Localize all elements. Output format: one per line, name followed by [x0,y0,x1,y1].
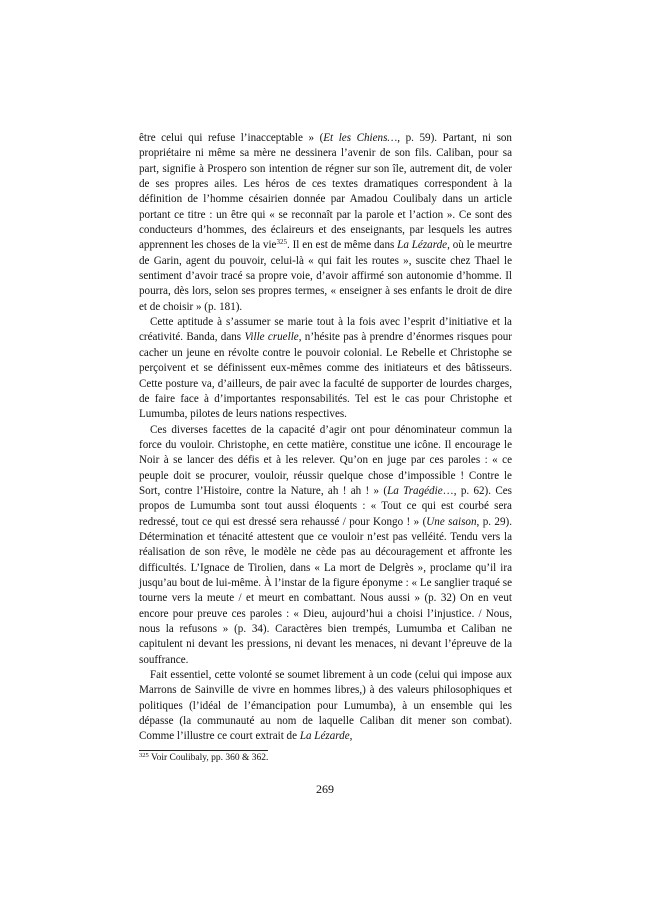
text-run: , où le meurtre de Garin, agent du pouvoir, celui-là « qui fait les routes », suscite chez Thael le sentiment d’avoir tracé sa propre voie, d’avoir affirmé son autonomie d’homme. Il pourra, dès lors, selon ses propres termes, « enseigner à ses enfants le droit de dire et de choisir » (p. 181). [139,239,512,313]
text-run: …, p. 62). Ces propos de Lumumba sont tout aussi éloquents : « Tout ce qui est courbé sera redressé, tout ce qui est dressé sera rehaussé / pour Kongo ! » ( [139,484,512,528]
text-run: , p. 59). Partant, ni son propriétaire ni même sa mère ne dessinera l’avenir de son fils. Caliban, pour sa part, signifie à Prospero son intention de régner sur son île, autrement dit, de voler de ses propres ailes. Les héros de ces textes dramatiques correspondent à la définition de l’homme césairien donnée par Amadou Coulibaly dans un article portant ce titre : un être qui « se reconnaît par la parole et l’action ». Ce sont des conducteurs d’hommes, des éclaireurs et des enseignants, par lesquels les autres apprennent les choses de la vie [139,132,512,252]
paragraph-4 [139,668,512,745]
text-run: Cette aptitude à s’assumer se marie tout à la fois avec l’esprit d’initiative et la créativité. Banda, dans [139,316,512,344]
footnote [139,752,512,764]
text-run: être celui qui refuse l’inacceptable » ( [139,132,324,144]
page-number: 269 [316,782,334,796]
italic-title: Une saison [426,515,477,528]
text-run: Fait essentiel, cette volonté se soumet librement à un code (celui qui impose aux Marrons de Sainville de vivre en hommes libres,) à des valeurs philosophiques et politiques (l’idéal de l’émancipation pour Lumumba), à un ensemble qui les dépasse (la communauté au nom de laquelle Caliban dit mener son combat). Comme l’illustre ce court extrait de [139,669,512,743]
italic-title: La Lézarde [299,730,350,743]
text-run: , [349,730,353,743]
text-run: Ces diverses facettes de la capacité d’agir ont pour dénominateur commun la force du vouloir. Christophe, en cette matière, constitue une icône. Il encourage le Noir à se lancer des défis et à les relever. Qu’on en juge par ces paroles : « ce peuple doit se procurer, vouloir, réussir quelque chose d’impossible ! Contre le Sort, contre l’Histoire, contre la Nature, ah ! ah ! » ( [139,423,512,497]
paragraph-2 [139,315,512,422]
footnote-ref: 325 [276,238,287,247]
footnote-number: 325 [139,752,149,759]
footnote-separator [139,750,268,751]
text-run: . Il en est de même dans [286,239,398,252]
body-text [139,131,512,745]
italic-title: Et les Chiens… [323,132,398,144]
text-run: , p. 29). Détermination et ténacité attestent que ce vouloir n’est pas velléité. Tendu vers la réalisation de son rêve, le modèle ne cède pas au découragement et affronte les difficultés. L’Ignace de Tirolien, dans « La mort de Delgrès », proclame qu’il ira jusqu’au bout de lui-même. À l’instar de la figure éponyme : « Le sanglier traqué se tourne vers la meute / et meurt en combattant. Nous aussi » (p. 32) On en veut encore pour preuve ces paroles : « Dieu, aujourd’hui a choisi l’injustice. / Nous, nous la refusons » (p. 34). Caractères bien trempés, Lumumba et Caliban ne capitulent ni devant les pressions, ni devant les menaces, ni devant l’épreuve de la souffrance. [139,515,512,666]
paragraph-1 [139,131,512,315]
italic-title: La Lézarde [397,239,448,252]
italic-title: Ville cruelle [244,331,299,344]
text-run: , n’hésite pas à prendre d’énormes risques pour cacher un jeune en révolte contre le pouvoir colonial. Le Rebelle et Christophe se perçoivent et se définissent eux-mêmes comme des initiateurs et des bâtisseurs. Cette posture va, d’ailleurs, de pair avec la faculté de supporter de lourdes charges, de faire face à d’importantes responsabilités. Tel est le cas pour Christophe et Lumumba, pilotes de leurs nations respectives. [139,331,513,421]
paragraph-3 [139,423,512,669]
footnote-text: Voir Coulibaly, pp. 360 & 362. [148,753,269,763]
italic-title: La Tragédie [387,484,443,497]
